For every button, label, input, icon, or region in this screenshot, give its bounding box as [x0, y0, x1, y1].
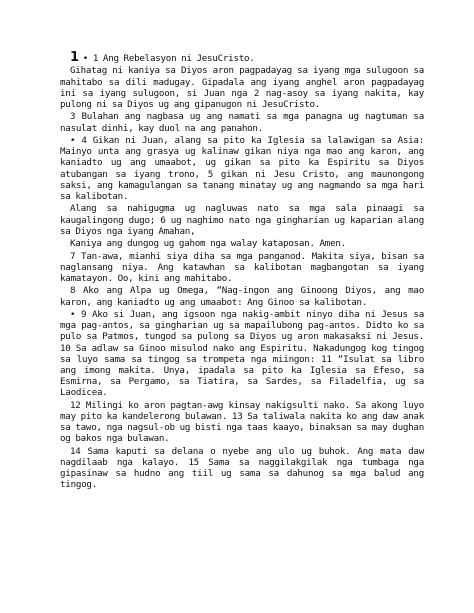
- paragraph-2: 3 Bulahan ang nagbasa ug ang namati sa mga panagna ug nagtuman sa nasulat dinhi, kay duol na ang panahon.: [60, 111, 424, 134]
- chapter-heading: [60, 52, 424, 64]
- paragraph-9: 12 Milingi ko aron pagtan-awg kinsay nakigsulti nako. Sa akong luyo may pito ka kandelerong bulawan. 13 Sa taliwala nakita ko ang daw anak sa tawo, nga nagsul-ob ug bisti nga taas kaayo, binaksan sa may dughan og bakos nga bulawan.: [60, 399, 424, 445]
- chapter-number: 1: [70, 50, 79, 65]
- paragraph-0: • 1 Ang Rebelasyon ni JesuCristo.: [82, 53, 255, 64]
- paragraph-3: • 4 Gikan ni Juan, alang sa pito ka Iglesia sa lalawigan sa Asia: Mainyo unta ang grasya ug kalinaw gikan niya nga mao ang karon, ang kaniadto ug ang umaabot, ug gikan sa pito ka Espiritu sa Diyos atubangan sa iyang trono, 5 gikan ni Jesu Cristo, ang maunongong saksi, ang kamagulangan sa tanang minatay ug ang nagmando sa mga hari sa kalibotan.: [60, 134, 424, 202]
- paragraph-6: 7 Tan-awa, mianhi siya diha sa mga panganod. Makita siya, bisan sa naglansang niya. Ang katawhan sa kalibotan magbangotan sa iyang kamatayon. Oo, kini ang mahitabo.: [60, 250, 424, 284]
- paragraph-4: Alang sa nahigugma ug nagluwas nato sa mga sala pinaagi sa kaugalingong dugo; 6 ug naghimo nato nga gingharian ug kaparian alang sa Diyos nga iyang Amahan,: [60, 203, 424, 237]
- paragraph-5: Kaniya ang dungog ug gahom nga walay kataposan. Amen.: [70, 238, 346, 250]
- paragraph-10: 14 Sama kaputi sa delana o nyebe ang ulo ug buhok. Ang mata daw nagdilaab nga kalayo. 15 Sama sa naggilakgilak nga tumbaga nga gipasinaw sa hudno ang tiil ug sama sa dahunog sa mga balud ang tingog.: [60, 445, 424, 491]
- paragraph-1: Gihatag ni kaniya sa Diyos aron pagpadayag sa iyang mga sulugoon sa mahitabo sa dili madugay. Gipadala ang iyang anghel aron pagpadayag ini sa iyang sulugoon, si Juan nga 2 nag-asoy sa iyang nakita, kay pulong ni sa Diyos ug ang gipanugon ni JesuCristo.: [60, 65, 424, 110]
- paragraph-8: • 9 Ako si Juan, ang igsoon nga nakig-ambit ninyo diha ni Jesus sa mga pag-antos, sa gingharian ug sa mapailubong pag-antos. Didto ko sa pulo sa Patmos, tungod sa pulong sa Diyos ug aron makasaksi ni Jesus. 10 Sa adlaw sa Ginoo misulod nako ang Espiritu. Nakadungog kog tingog sa luyo sama sa tingog sa trompeta nga miingon: 11 “Isulat sa libro ang imong makita. Unya, ipadala sa pito ka Iglesia sa Efeso, sa Esmirna, sa Pergamo, sa Tiatira, sa Sardes, sa Filadelfia, ug sa Laodicea.: [60, 308, 424, 399]
- paragraph-7: 8 Ako ang Alpa ug Omega, “Nag-ingon ang Ginoong Diyos, ang mao karon, ang kaniadto ug ang umaabot: Ang Ginoo sa kalibotan.: [60, 285, 424, 308]
